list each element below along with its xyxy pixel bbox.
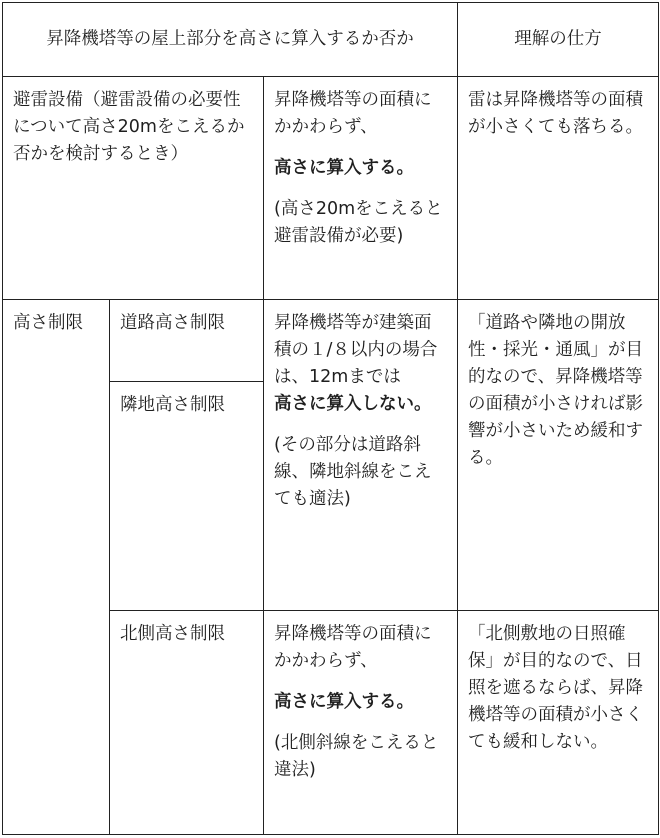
north-height-label: 北側高さ制限	[110, 611, 264, 835]
lightning-reason: 雷は昇降機塔等の面積が小さくても落ちる。	[458, 77, 659, 300]
header-understanding: 理解の仕方	[458, 3, 659, 77]
north-rule-bold: 高さに算入する。	[274, 692, 414, 712]
height-rule-table	[2, 2, 659, 835]
road-neighbor-rule-bold: 高さに算入しない。	[274, 394, 432, 414]
lightning-rule-text: 昇降機塔等の面積にかかわらず、	[274, 90, 432, 137]
north-rule-note: (北側斜線をこえると違法)	[274, 733, 439, 780]
lightning-rule	[264, 77, 458, 300]
road-height-label: 道路高さ制限	[110, 300, 264, 382]
lightning-rule-note: (高さ20mをこえると避雷設備が必要)	[274, 199, 443, 246]
neighbor-height-label: 隣地高さ制限	[110, 382, 264, 611]
lightning-label: 避雷設備（避雷設備の必要性について高さ20mをこえるか否かを検討するとき）	[3, 77, 264, 300]
lightning-rule-bold: 高さに算入する。	[274, 158, 414, 178]
row-lightning	[3, 77, 659, 300]
height-limit-label: 高さ制限	[3, 300, 110, 835]
road-neighbor-rule-note: (その部分は道路斜線、隣地斜線をこえても適法)	[274, 435, 432, 509]
header-inclusion: 昇降機塔等の屋上部分を高さに算入するか否か	[3, 3, 458, 77]
north-rule	[264, 611, 458, 835]
north-rule-text: 昇降機塔等の面積にかかわらず、	[274, 624, 432, 671]
road-neighbor-reason: 「道路や隣地の開放性・採光・通風」が目的なので、昇降機塔等の面積が小さければ影響が小さいため緩和する。	[458, 300, 659, 611]
header-row	[3, 3, 659, 77]
road-neighbor-rule	[264, 300, 458, 611]
row-road	[3, 300, 659, 382]
north-reason: 「北側敷地の日照確保」が目的なので、日照を遮るならば、昇降機塔等の面積が小さくても緩和しない。	[458, 611, 659, 835]
road-neighbor-rule-text: 昇降機塔等が建築面積の１/８以内の場合は、12mまでは	[274, 313, 438, 387]
